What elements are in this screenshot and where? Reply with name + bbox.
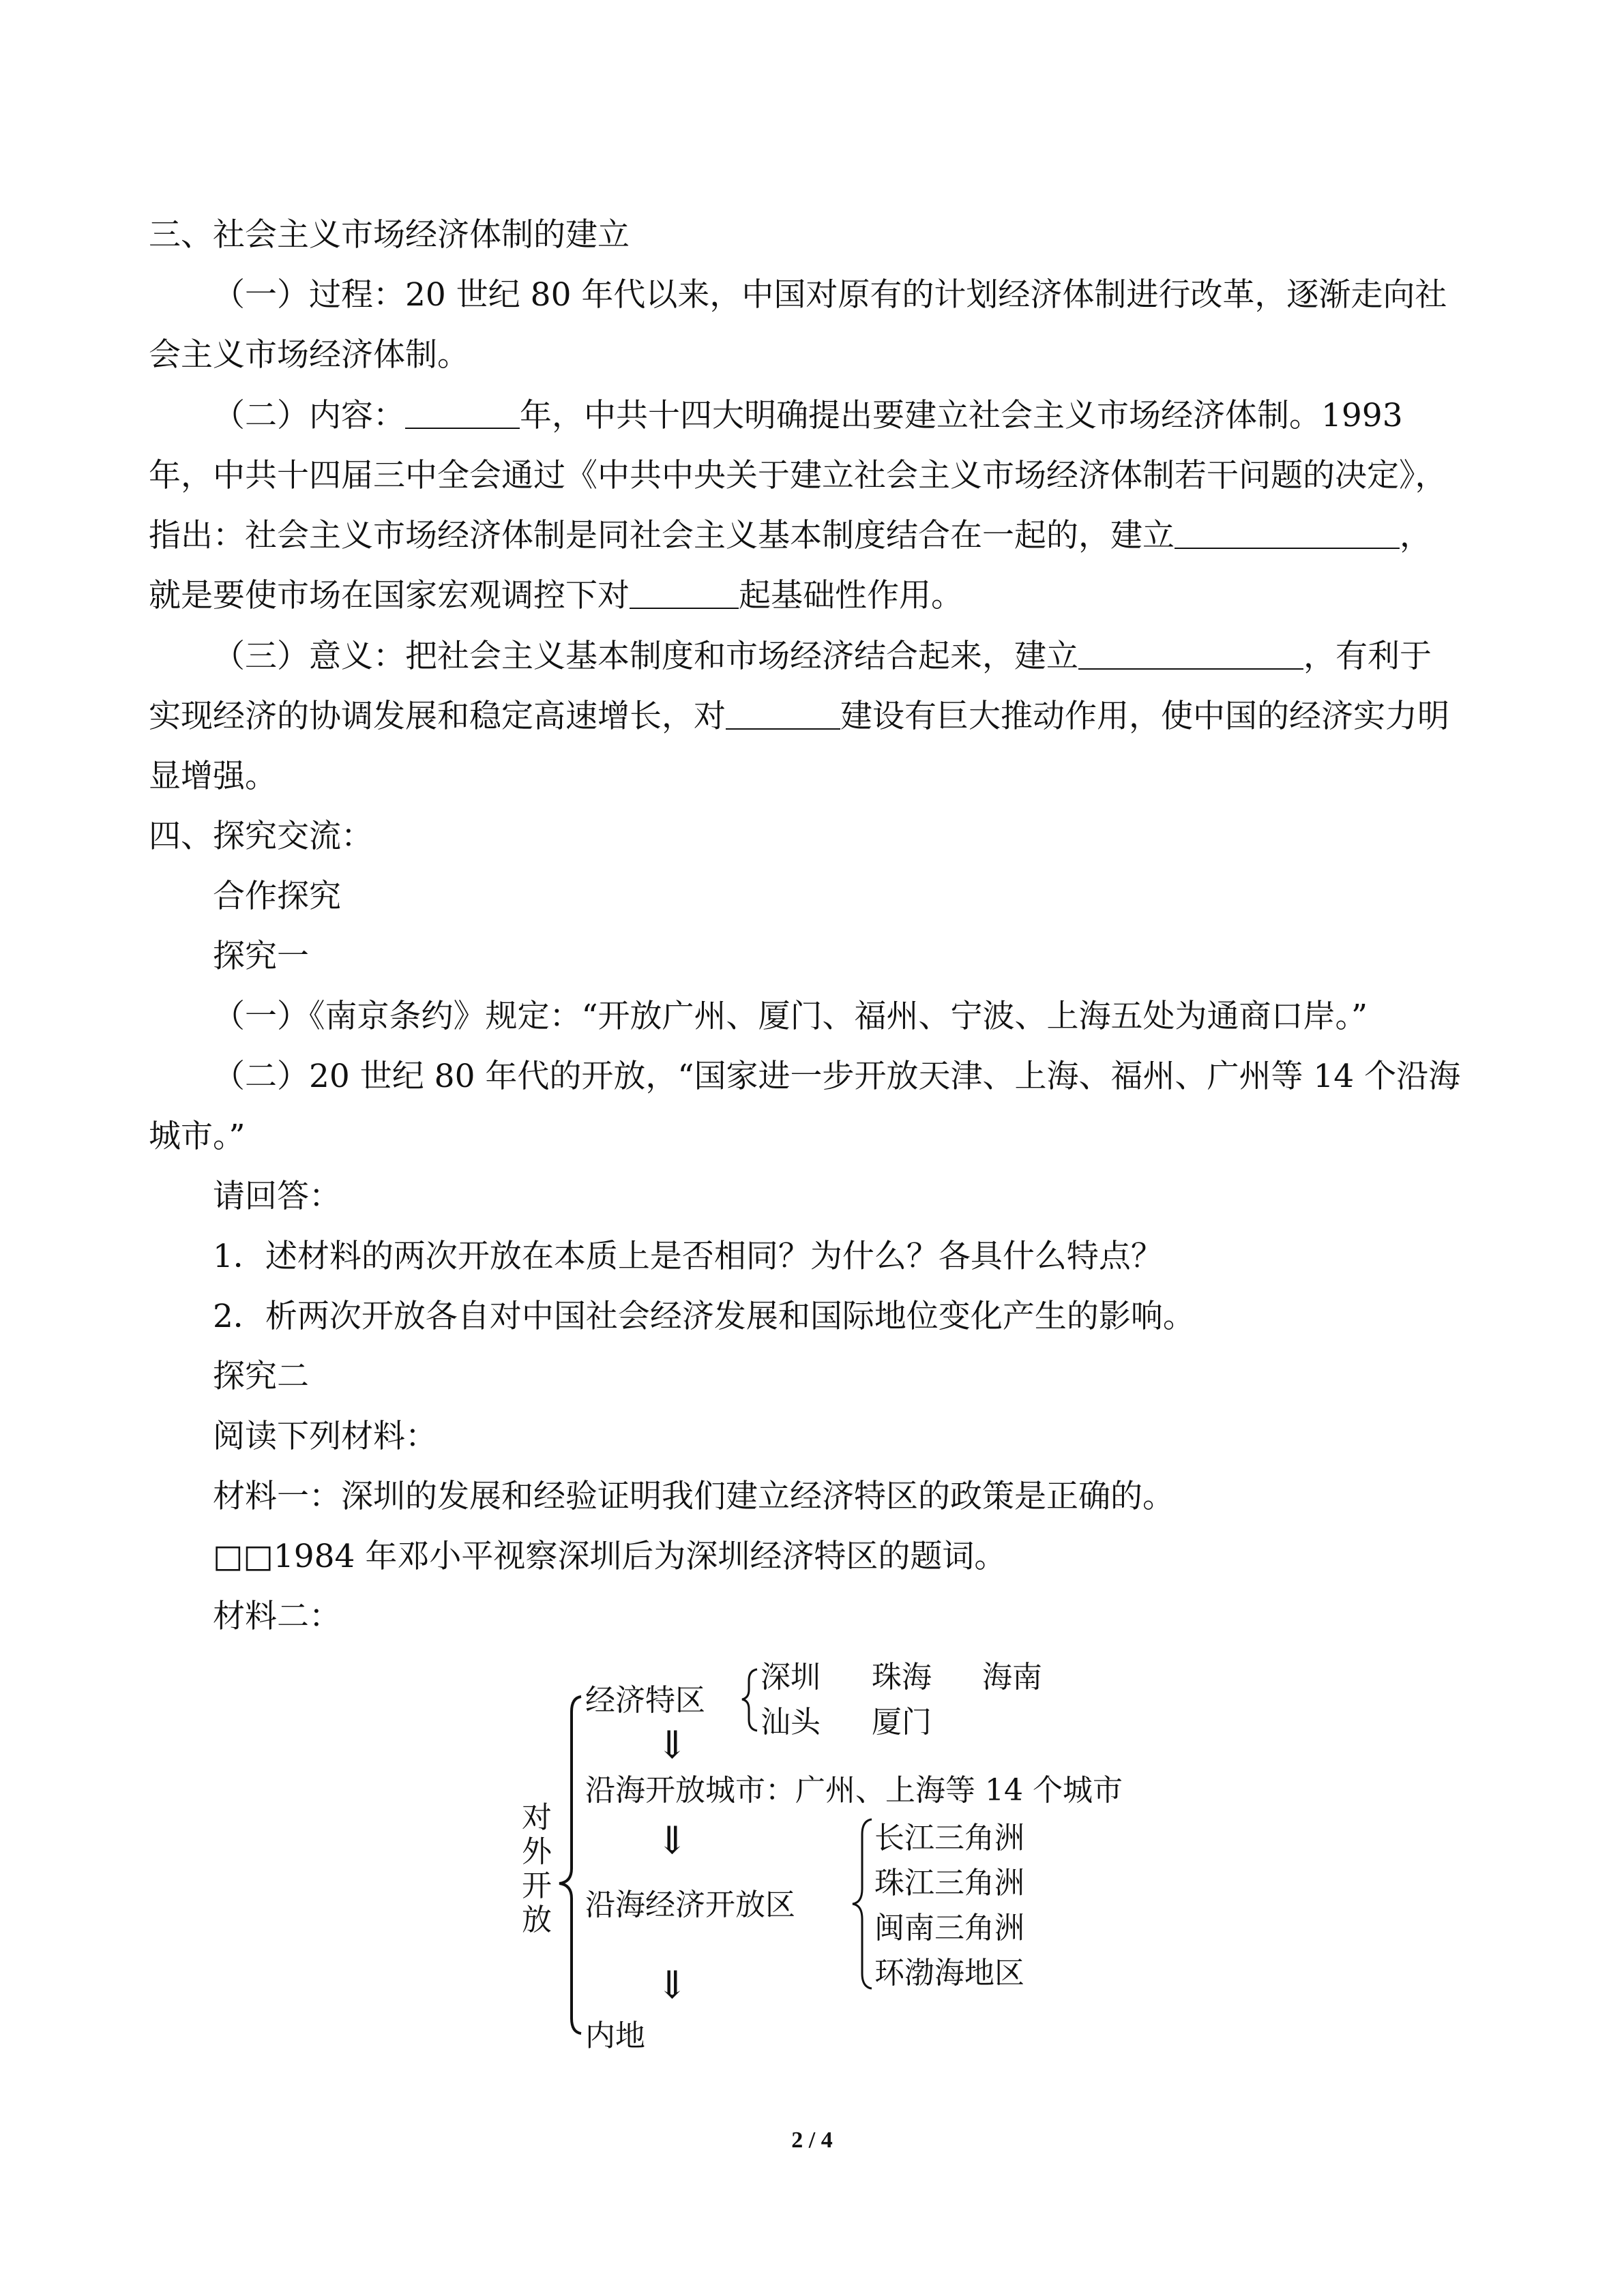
please-answer-line <box>0 1166 1624 1227</box>
sez-city-hainan: 海南 <box>982 1660 1042 1695</box>
sez-city-xiamen: 厦门 <box>872 1705 932 1740</box>
sez-city-shenzhen: 深圳 <box>761 1660 821 1695</box>
meaning-text-b1: 实现经济的协调发展和稳定高速增长，对 <box>149 698 726 735</box>
question-2 <box>0 1286 1624 1347</box>
process-text-b: 会主义市场经济体制。 <box>149 336 469 374</box>
sez-city-shantou: 汕头 <box>761 1705 821 1740</box>
read-line <box>0 1406 1624 1467</box>
meaning-text-c: 显增强。 <box>149 758 277 795</box>
content-text-a2: 年，中共十四大明确提出要建立社会主义市场经济体制。1993 <box>520 397 1403 434</box>
explore1-label <box>0 926 1624 987</box>
fill-blank-allocation[interactable] <box>630 565 739 609</box>
content-text-c2: ， <box>1400 517 1432 554</box>
coop-label <box>0 866 1624 927</box>
item1-text: （一）《南京条约》规定：“开放广州、厦门、福州、宁波、上海五处为通商口岸。” <box>213 998 1368 1035</box>
process-line-1 <box>0 265 1624 326</box>
zone-bohai: 环渤海地区 <box>874 1956 1024 1991</box>
content-text-d1: 就是要使市场在国家宏观调控下对 <box>149 577 630 614</box>
explore2-text: 探究二 <box>213 1358 309 1395</box>
root-char-4: 放 <box>522 1903 552 1937</box>
question-1-text: 1．述材料的两次开放在本质上是否相同？为什么？各具什么特点？ <box>213 1238 1163 1275</box>
coop-text: 合作探究 <box>213 878 341 915</box>
zone-pearl: 珠江三角洲 <box>874 1866 1024 1900</box>
item2-text-b: 城市。” <box>149 1118 246 1155</box>
fill-blank-year[interactable] <box>405 385 520 429</box>
material2-text: 材料二： <box>213 1598 341 1635</box>
section3-heading <box>0 205 1624 266</box>
inland-label: 内地 <box>585 2018 645 2053</box>
fill-blank-system[interactable] <box>1175 505 1400 549</box>
sez-brace <box>742 1669 757 1731</box>
sez-city-zhuhai: 珠海 <box>872 1660 932 1695</box>
down-arrow-1: ⇓ <box>656 1723 688 1768</box>
item1-line <box>0 986 1624 1047</box>
coastal-cities-label: 沿海开放城市：广州、上海等 14 个城市 <box>585 1773 1123 1808</box>
content-text-a1: （二）内容： <box>213 397 405 434</box>
content-line-2 <box>0 445 1624 507</box>
zones-brace <box>853 1819 872 1988</box>
item2-text-a: （二）20 世纪 80 年代的开放，“国家进一步开放天津、上海、福州、广州等 14 个沿海 <box>213 1058 1461 1095</box>
question-2-text: 2．析两次开放各自对中国社会经济发展和国际地位变化产生的影响。 <box>213 1298 1195 1335</box>
process-text-a: （一）过程：20 世纪 80 年代以来，中国对原有的计划经济体制进行改革，逐渐走向社 <box>213 276 1447 314</box>
material2-line <box>0 1586 1624 1648</box>
coastal-zones-label: 沿海经济开放区 <box>585 1888 795 1922</box>
root-char-2: 外 <box>522 1834 552 1869</box>
meaning-line-2 <box>0 686 1624 747</box>
fill-blank-market-economy[interactable] <box>1078 626 1303 670</box>
sez-label: 经济特区 <box>585 1683 705 1718</box>
section4-heading <box>0 806 1624 867</box>
meaning-text-b2: 建设有巨大推动作用，使中国的经济实力明 <box>840 698 1449 735</box>
heading-text: 四、探究交流： <box>149 818 373 855</box>
meaning-text-a1: （三）意义：把社会主义基本制度和市场经济结合起来，建立 <box>213 638 1078 675</box>
read-text: 阅读下列材料： <box>213 1418 437 1455</box>
fill-blank-construction[interactable] <box>726 686 840 730</box>
please-answer-text: 请回答： <box>213 1178 341 1215</box>
explore1-text: 探究一 <box>213 938 309 975</box>
material1-note-text: □□1984 年邓小平视察深圳后为深圳经济特区的题词。 <box>213 1538 1007 1575</box>
item2-line-1 <box>0 1046 1624 1107</box>
content-text-b: 年，中共十四届三中全会通过《中共中央关于建立社会主义市场经济体制若干问题的决定》， <box>149 457 1447 494</box>
content-text-c1: 指出：社会主义市场经济体制是同社会主义基本制度结合在一起的，建立 <box>149 517 1175 554</box>
page-number: 2 / 4 <box>791 2128 833 2153</box>
content-text-d2: 起基础性作用。 <box>739 577 963 614</box>
material1-text: 材料一：深圳的发展和经验证明我们建立经济特区的政策是正确的。 <box>213 1478 1175 1515</box>
question-1 <box>0 1226 1624 1287</box>
zone-yangtze: 长江三角洲 <box>874 1821 1024 1855</box>
heading-text: 三、社会主义市场经济体制的建立 <box>149 216 630 254</box>
meaning-line-1 <box>0 626 1624 687</box>
zone-minnan: 闽南三角洲 <box>874 1911 1024 1945</box>
material1-line <box>0 1466 1624 1527</box>
process-line-2 <box>0 325 1624 386</box>
down-arrow-2: ⇓ <box>656 1819 688 1863</box>
meaning-line-3 <box>0 746 1624 807</box>
content-line-4 <box>0 565 1624 627</box>
meaning-text-a2: ，有利于 <box>1303 638 1432 675</box>
content-line-1 <box>0 385 1624 447</box>
root-char-1: 对 <box>522 1800 552 1835</box>
item2-line-2 <box>0 1106 1624 1167</box>
down-arrow-3: ⇓ <box>656 1963 688 2008</box>
material1-note-line <box>0 1526 1624 1587</box>
content-line-3 <box>0 505 1624 567</box>
root-char-3: 开 <box>522 1868 552 1903</box>
main-brace <box>559 1697 581 2033</box>
explore2-label <box>0 1346 1624 1407</box>
